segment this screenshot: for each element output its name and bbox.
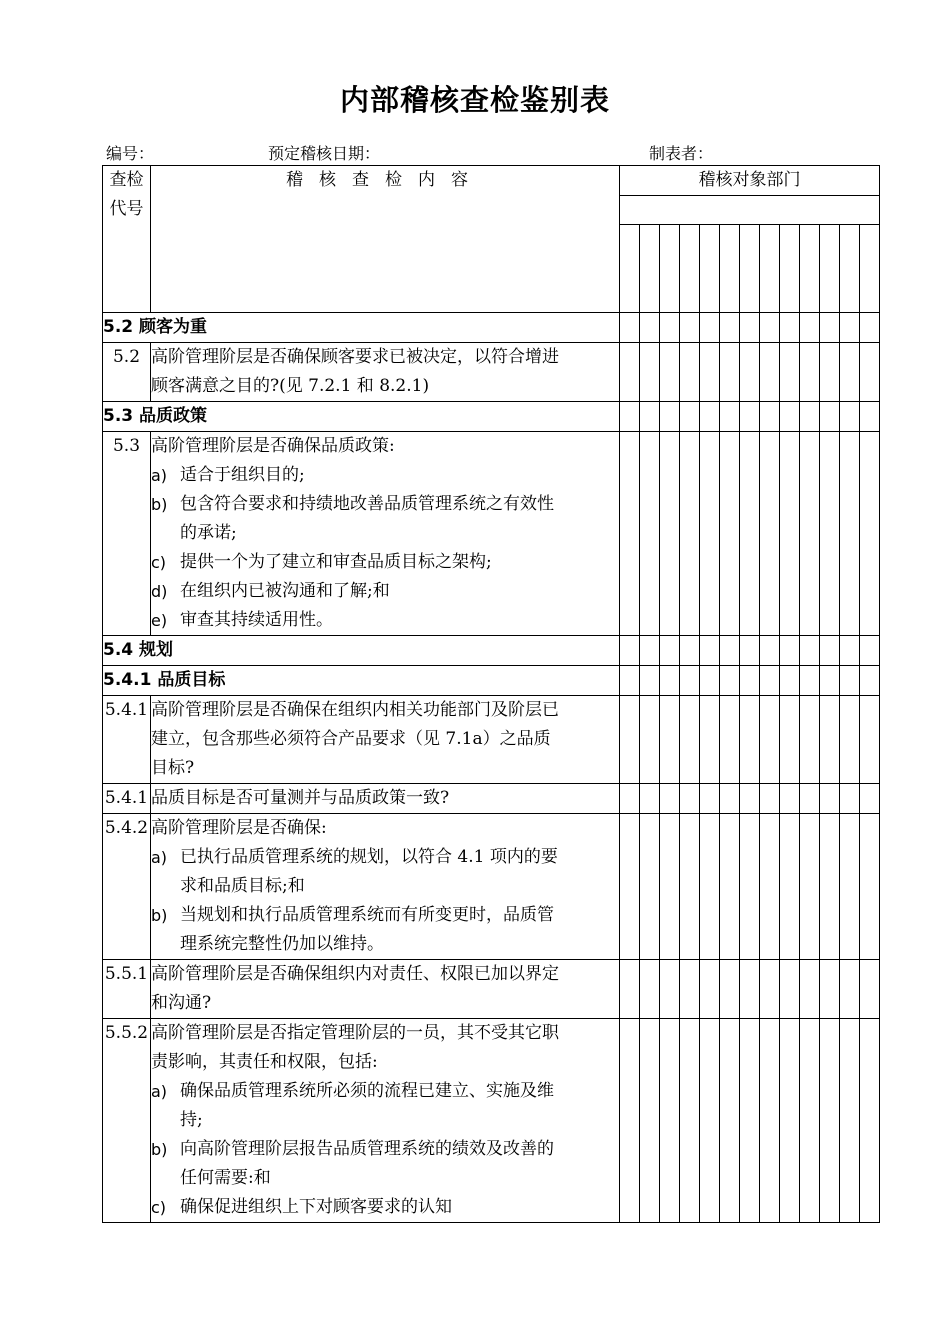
department-check-cell[interactable] [820, 784, 840, 814]
section-heading: 5.4 规划 [103, 636, 620, 666]
department-check-cell[interactable] [800, 814, 820, 960]
department-check-cell[interactable] [640, 313, 660, 343]
department-check-cell[interactable] [720, 343, 740, 402]
department-check-cell[interactable] [760, 666, 780, 696]
department-check-cell[interactable] [700, 1019, 720, 1223]
department-check-cell[interactable] [800, 960, 820, 1019]
department-check-cell[interactable] [640, 432, 660, 636]
department-check-cell[interactable] [680, 313, 700, 343]
department-check-cell[interactable] [640, 402, 660, 432]
department-check-cell[interactable] [640, 814, 660, 960]
department-check-cell[interactable] [820, 343, 840, 402]
department-check-cell[interactable] [700, 432, 720, 636]
sub-item-text: 确保品质管理系统所必须的流程已建立、实施及维 [180, 1081, 554, 1101]
department-check-cell[interactable] [700, 402, 720, 432]
check-code: 5.2 [103, 343, 151, 402]
department-check-cell[interactable] [780, 1019, 800, 1223]
department-check-cell[interactable] [780, 814, 800, 960]
department-check-cell[interactable] [740, 313, 760, 343]
department-check-cell[interactable] [740, 696, 760, 784]
department-check-cell[interactable] [680, 343, 700, 402]
sub-item-text: 包含符合要求和持绩地改善品质管理系统之有效性 [180, 494, 554, 514]
department-check-cell[interactable] [780, 225, 800, 313]
department-check-cell[interactable] [740, 814, 760, 960]
check-code: 5.4.2 [103, 814, 151, 960]
department-check-cell[interactable] [800, 1019, 820, 1223]
sub-item-text: 任何需要:和 [180, 1168, 271, 1188]
department-check-cell[interactable] [720, 1019, 740, 1223]
department-check-cell[interactable] [820, 636, 840, 666]
department-check-cell[interactable] [840, 343, 860, 402]
department-check-cell[interactable] [680, 1019, 700, 1223]
department-check-cell[interactable] [620, 784, 640, 814]
department-check-cell[interactable] [860, 696, 880, 784]
department-check-cell[interactable] [760, 313, 780, 343]
department-check-cell[interactable] [720, 814, 740, 960]
sub-item [151, 1193, 619, 1222]
sub-item-label: e) [151, 611, 168, 630]
check-code: 5.3 [103, 432, 151, 636]
department-check-cell[interactable] [740, 1019, 760, 1223]
department-check-cell[interactable] [620, 313, 640, 343]
department-check-cell[interactable] [780, 784, 800, 814]
department-check-cell[interactable] [820, 1019, 840, 1223]
department-check-cell[interactable] [700, 343, 720, 402]
department-check-cell[interactable] [760, 225, 780, 313]
section-row [103, 666, 880, 696]
department-check-cell[interactable] [640, 666, 660, 696]
department-check-cell[interactable] [860, 636, 880, 666]
sub-item-label: a) [151, 848, 168, 867]
department-check-cell[interactable] [800, 696, 820, 784]
department-check-cell[interactable] [680, 225, 700, 313]
checklist-row [103, 960, 880, 1019]
department-check-cell[interactable] [840, 666, 860, 696]
department-check-cell[interactable] [640, 225, 660, 313]
department-check-cell[interactable] [700, 636, 720, 666]
department-check-cell[interactable] [700, 666, 720, 696]
department-check-cell[interactable] [780, 402, 800, 432]
department-check-cell[interactable] [700, 696, 720, 784]
department-check-cell[interactable] [620, 814, 640, 960]
checklist-row [103, 696, 880, 784]
department-check-cell[interactable] [800, 432, 820, 636]
department-check-cell[interactable] [860, 960, 880, 1019]
department-check-cell[interactable] [780, 432, 800, 636]
header-check-code: 查检 代号 [103, 166, 151, 313]
audit-checklist-table [102, 165, 880, 1223]
department-check-cell[interactable] [620, 343, 640, 402]
sub-item [151, 490, 619, 548]
check-text-line: 顾客满意之目的?(见 7.2.1 和 8.2.1) [151, 376, 430, 396]
department-check-cell[interactable] [640, 696, 660, 784]
department-check-cell[interactable] [740, 666, 760, 696]
check-content [151, 1019, 620, 1223]
department-check-cell[interactable] [720, 636, 740, 666]
check-content [151, 343, 620, 402]
department-check-cell[interactable] [640, 1019, 660, 1223]
checklist-row [103, 343, 880, 402]
checklist-row [103, 1019, 880, 1223]
department-check-cell[interactable] [740, 960, 760, 1019]
department-check-cell[interactable] [800, 784, 820, 814]
header-check-content: 稽核查检内容 [151, 166, 620, 313]
department-check-cell[interactable] [680, 784, 700, 814]
department-check-cell[interactable] [820, 696, 840, 784]
department-check-cell[interactable] [680, 814, 700, 960]
department-check-cell[interactable] [620, 696, 640, 784]
department-check-cell[interactable] [800, 666, 820, 696]
sub-item-label: c) [151, 1198, 167, 1217]
department-check-cell[interactable] [760, 960, 780, 1019]
check-text-line: 品质目标是否可量测并与品质政策一致? [151, 788, 450, 808]
sub-item-text: 确保促进组织上下对顾客要求的认知 [180, 1197, 452, 1217]
check-text-line: 高阶管理阶层是否确保顾客要求已被决定，以符合增进 [151, 347, 559, 367]
section-row [103, 636, 880, 666]
department-check-cell[interactable] [620, 960, 640, 1019]
department-check-cell[interactable] [820, 313, 840, 343]
section-row [103, 313, 880, 343]
department-check-cell[interactable] [620, 432, 640, 636]
department-check-cell[interactable] [640, 960, 660, 1019]
department-check-cell[interactable] [660, 784, 680, 814]
department-check-cell[interactable] [620, 402, 640, 432]
department-check-cell[interactable] [760, 696, 780, 784]
department-check-cell[interactable] [700, 225, 720, 313]
department-check-cell[interactable] [640, 784, 660, 814]
department-check-cell[interactable] [840, 814, 860, 960]
department-check-cell[interactable] [860, 225, 880, 313]
sub-item [151, 843, 619, 901]
department-check-cell[interactable] [800, 343, 820, 402]
department-check-cell[interactable] [720, 313, 740, 343]
department-check-cell[interactable] [840, 1019, 860, 1223]
department-check-cell[interactable] [820, 225, 840, 313]
sub-item-text: 的承诺; [180, 523, 237, 543]
sub-item-text: 在组织内已被沟通和了解;和 [180, 581, 390, 601]
department-check-cell[interactable] [660, 696, 680, 784]
sub-item-label: b) [151, 906, 168, 925]
check-text-line: 和沟通? [151, 993, 212, 1013]
checklist-row [103, 814, 880, 960]
department-check-cell[interactable] [720, 696, 740, 784]
department-check-cell[interactable] [660, 432, 680, 636]
sub-item [151, 606, 619, 635]
department-check-cell[interactable] [840, 432, 860, 636]
check-content [151, 960, 620, 1019]
sub-item-text: 提供一个为了建立和审查品质目标之架构; [180, 552, 492, 572]
page-title: 内部稽核查检鉴别表 [339, 83, 610, 117]
department-check-cell[interactable] [680, 696, 700, 784]
department-check-cell[interactable] [780, 636, 800, 666]
department-check-cell[interactable] [740, 636, 760, 666]
sub-item-text: 向高阶管理阶层报告品质管理系统的绩效及改善的 [180, 1139, 554, 1159]
department-check-cell[interactable] [620, 666, 640, 696]
department-check-cell[interactable] [780, 696, 800, 784]
department-check-cell[interactable] [660, 402, 680, 432]
department-check-cell[interactable] [720, 402, 740, 432]
department-check-cell[interactable] [620, 636, 640, 666]
department-check-cell[interactable] [780, 313, 800, 343]
department-check-cell[interactable] [720, 225, 740, 313]
department-check-cell[interactable] [680, 636, 700, 666]
department-check-cell[interactable] [760, 343, 780, 402]
department-check-cell[interactable] [780, 343, 800, 402]
number-label: 编号： [106, 144, 155, 163]
check-text-line: 高阶管理阶层是否指定管理阶层的一员，其不受其它职 [151, 1023, 559, 1043]
department-check-cell[interactable] [680, 432, 700, 636]
check-code: 5.5.2 [103, 1019, 151, 1223]
check-code: 5.4.1 [103, 696, 151, 784]
department-check-cell[interactable] [720, 432, 740, 636]
department-check-cell[interactable] [800, 402, 820, 432]
sub-item-text: 持; [180, 1110, 203, 1130]
department-check-cell[interactable] [860, 666, 880, 696]
department-check-cell[interactable] [860, 402, 880, 432]
department-check-cell[interactable] [800, 225, 820, 313]
department-check-cell[interactable] [680, 402, 700, 432]
department-check-cell[interactable] [660, 343, 680, 402]
department-check-cell[interactable] [740, 225, 760, 313]
check-text-line: 建立，包含那些必须符合产品要求（见 7.1a）之品质 [151, 729, 551, 749]
department-check-cell[interactable] [820, 432, 840, 636]
sub-item [151, 461, 619, 490]
department-check-cell[interactable] [860, 814, 880, 960]
department-check-cell[interactable] [680, 666, 700, 696]
department-check-cell[interactable] [800, 313, 820, 343]
sub-item-text: 审查其持续适用性。 [180, 610, 333, 630]
department-check-cell[interactable] [660, 636, 680, 666]
check-content [151, 432, 620, 636]
sub-item [151, 548, 619, 577]
department-check-cell[interactable] [740, 784, 760, 814]
department-check-cell[interactable] [660, 225, 680, 313]
check-text-line: 高阶管理阶层是否确保在组织内相关功能部门及阶层已 [151, 700, 559, 720]
department-check-cell[interactable] [660, 313, 680, 343]
department-check-cell[interactable] [660, 960, 680, 1019]
department-check-cell[interactable] [660, 814, 680, 960]
department-check-cell[interactable] [620, 225, 640, 313]
department-check-cell[interactable] [740, 402, 760, 432]
section-heading: 5.4.1 品质目标 [103, 666, 620, 696]
check-text-line: 目标? [151, 758, 195, 778]
sub-item-text: 适合于组织目的; [180, 465, 305, 485]
sub-item-label: d) [151, 582, 168, 601]
check-text-line: 高阶管理阶层是否确保组织内对责任、权限已加以界定 [151, 964, 559, 984]
check-content [151, 696, 620, 784]
department-check-cell[interactable] [800, 636, 820, 666]
check-code: 5.4.1 [103, 784, 151, 814]
department-check-cell[interactable] [700, 313, 720, 343]
section-heading: 5.2 顾客为重 [103, 313, 620, 343]
department-check-cell[interactable] [840, 313, 860, 343]
department-check-cell[interactable] [680, 960, 700, 1019]
department-check-cell[interactable] [840, 636, 860, 666]
department-check-cell[interactable] [860, 313, 880, 343]
department-check-cell[interactable] [700, 814, 720, 960]
department-check-cell[interactable] [640, 343, 660, 402]
department-check-cell[interactable] [860, 343, 880, 402]
sub-item-text: 当规划和执行品质管理系统而有所变更时，品质管 [180, 905, 554, 925]
section-row [103, 402, 880, 432]
sub-item-label: a) [151, 466, 168, 485]
department-check-cell[interactable] [820, 402, 840, 432]
department-check-cell[interactable] [840, 696, 860, 784]
department-check-cell[interactable] [740, 343, 760, 402]
maker-label: 制表者： [649, 144, 714, 163]
department-check-cell[interactable] [840, 784, 860, 814]
check-content [151, 814, 620, 960]
department-name-cell[interactable] [620, 196, 880, 225]
department-check-cell[interactable] [760, 1019, 780, 1223]
department-check-cell[interactable] [660, 1019, 680, 1223]
check-content [151, 784, 620, 814]
department-check-cell[interactable] [840, 960, 860, 1019]
department-check-cell[interactable] [760, 784, 780, 814]
department-check-cell[interactable] [820, 814, 840, 960]
sub-item-text: 理系统完整性仍加以维持。 [180, 934, 384, 954]
checklist-row [103, 784, 880, 814]
department-check-cell[interactable] [780, 960, 800, 1019]
sub-item [151, 901, 619, 959]
department-check-cell[interactable] [720, 784, 740, 814]
department-check-cell[interactable] [860, 784, 880, 814]
section-heading: 5.3 品质政策 [103, 402, 620, 432]
department-check-cell[interactable] [700, 784, 720, 814]
department-check-cell[interactable] [860, 432, 880, 636]
department-check-cell[interactable] [760, 402, 780, 432]
department-check-cell[interactable] [860, 1019, 880, 1223]
department-check-cell[interactable] [780, 666, 800, 696]
department-check-cell[interactable] [720, 960, 740, 1019]
department-check-cell[interactable] [760, 432, 780, 636]
department-check-cell[interactable] [760, 814, 780, 960]
sub-item-label: b) [151, 1140, 168, 1159]
sub-item-text: 已执行品质管理系统的规划，以符合 4.1 项内的要 [180, 847, 558, 867]
check-text-line: 责影响，其责任和权限，包括: [151, 1052, 378, 1072]
department-check-cell[interactable] [840, 225, 860, 313]
check-text-line: 高阶管理阶层是否确保: [151, 818, 327, 838]
department-check-cell[interactable] [660, 666, 680, 696]
checklist-row [103, 432, 880, 636]
audit-date-label: 预定稽核日期： [268, 144, 381, 163]
sub-item-label: b) [151, 495, 168, 514]
header-audit-department: 稽核对象部门 [620, 166, 880, 196]
department-check-cell[interactable] [740, 432, 760, 636]
sub-item-label: a) [151, 1082, 168, 1101]
department-check-cell[interactable] [700, 960, 720, 1019]
department-check-cell[interactable] [820, 960, 840, 1019]
department-check-cell[interactable] [840, 402, 860, 432]
department-check-cell[interactable] [720, 666, 740, 696]
check-code: 5.5.1 [103, 960, 151, 1019]
department-check-cell[interactable] [640, 636, 660, 666]
sub-item-label: c) [151, 553, 167, 572]
sub-item-text: 求和品质目标;和 [180, 876, 305, 896]
sub-item [151, 577, 619, 606]
department-check-cell[interactable] [760, 636, 780, 666]
department-check-cell[interactable] [620, 1019, 640, 1223]
check-text-line: 高阶管理阶层是否确保品质政策: [151, 436, 395, 456]
sub-item [151, 1135, 619, 1193]
sub-item [151, 1077, 619, 1135]
department-check-cell[interactable] [820, 666, 840, 696]
